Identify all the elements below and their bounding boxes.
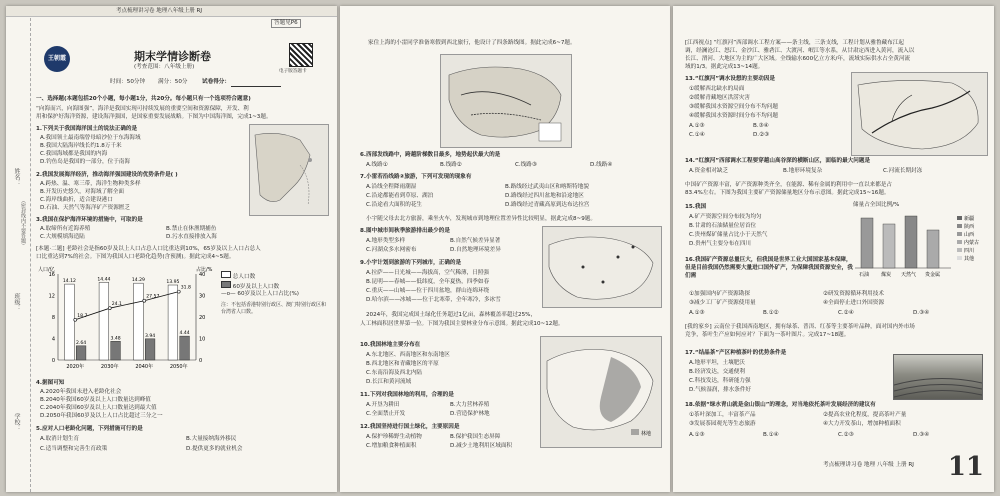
section-heading: 一、选择题(本题包括20个小题，每小题1分，共20分。每小题只有一个选项符合题意) bbox=[36, 96, 251, 102]
q7-option-c[interactable]: C.沿途都能看到草原、湖泊 bbox=[366, 193, 434, 199]
legend-item: 四川 bbox=[964, 248, 975, 254]
intro-river: 长江、渭河、大地区为主的广大区域。全线输水600亿立方米/年，流域实际供水占全黄河流 bbox=[685, 56, 911, 62]
q5-option-d[interactable]: D.提供更多的就业机会 bbox=[186, 446, 243, 452]
q2-option-b[interactable]: B.开发历史悠久，对海域了解全面 bbox=[40, 189, 124, 195]
q15-option-a[interactable]: A.矿产资源空间分布较为均匀 bbox=[689, 214, 762, 220]
q13-option-c[interactable]: C.①④ bbox=[689, 132, 705, 138]
q6-option-a[interactable]: A.线路① bbox=[366, 162, 388, 168]
label-elder: 3.48 bbox=[110, 336, 121, 342]
cat-label: 天然气 bbox=[901, 272, 917, 278]
y-tick-left: 0 bbox=[51, 358, 55, 364]
q12-option-b[interactable]: B.保护我国生态屏障 bbox=[450, 434, 501, 440]
q4-option-b[interactable]: B.2040年我国60岁及以上人口数量达到峰值 bbox=[40, 397, 151, 403]
intro-route: 家住上海的小雷同学准备寒假到西北旅行，他设计了四条路线图。据此完成6~7题。 bbox=[368, 40, 576, 46]
q7-option-f[interactable]: D.路线经过青藏高原到达布达拉宫 bbox=[505, 202, 590, 208]
q8-option-c[interactable]: C.河湖众多水网密布 bbox=[366, 247, 417, 253]
q4-option-a[interactable]: A.2020年我国未进入老龄化社会 bbox=[40, 389, 122, 395]
y-tick-right: 0 bbox=[199, 358, 203, 364]
q6-option-c[interactable]: C.线路③ bbox=[515, 162, 537, 168]
q13-option-d[interactable]: D.②③ bbox=[753, 132, 770, 138]
mineral-chart bbox=[851, 210, 989, 280]
mineral-chart-title: 储量占全国比例/% bbox=[853, 202, 900, 208]
label-elder: 3.94 bbox=[144, 333, 156, 339]
material-line: 口比重达到7%的社会。下图为我国人口老龄化趋势(含预测)。据此完成4~5题。 bbox=[36, 254, 235, 260]
q17-stem: 17.“结晶茶”产区种植茶叶的优势条件是 bbox=[685, 350, 787, 356]
q15-option-c[interactable]: C.贵州煤矿储量占比小于天然气 bbox=[689, 232, 768, 238]
category-label: 2050年 bbox=[169, 364, 188, 370]
q9-option-b[interactable]: B.昆明——春城——低纬度，全年夏热，四季如春 bbox=[366, 279, 490, 285]
qr-code[interactable] bbox=[289, 43, 313, 67]
legend-elder bbox=[221, 281, 331, 291]
score-blank[interactable] bbox=[231, 86, 281, 87]
page-number: 11 bbox=[947, 452, 984, 482]
q8-stem: 8.图中城市间秋季旅游排出最少的是 bbox=[360, 228, 450, 234]
q8-option-a[interactable]: A.地形类型多样 bbox=[366, 238, 406, 244]
q18-option-a[interactable]: A.①③ bbox=[689, 432, 705, 438]
q10-option-a[interactable]: A.东北地区、西南地区和东南地区 bbox=[366, 352, 450, 358]
q16-option-c[interactable]: C.②④ bbox=[838, 310, 854, 316]
y-tick-left: 16 bbox=[48, 272, 55, 278]
q3-option-c[interactable]: C.大规模填海造陆 bbox=[40, 234, 85, 240]
page-header bbox=[6, 6, 337, 17]
legend-item: 新疆 bbox=[964, 216, 975, 222]
q18-option-b[interactable]: B.①④ bbox=[763, 432, 779, 438]
q7-option-e[interactable]: C.沿途看大面积的花生 bbox=[366, 202, 423, 208]
q11-option-b[interactable]: B.大力营林养殖 bbox=[450, 402, 490, 408]
answer-tag: 答题见P6 bbox=[271, 19, 301, 28]
bar-coal bbox=[883, 224, 895, 268]
q16-item-4: ④全面停止进口外国资源 bbox=[823, 300, 884, 306]
q16-item-3: ③减少工厂矿产资源使用量 bbox=[689, 300, 756, 306]
label-total: 14.12 bbox=[62, 279, 76, 285]
material-line: [本题·二题] 老龄社会是指60岁及以上人口占总人口比重达到10%，65岁及以上人口占总人 bbox=[36, 246, 261, 252]
legend-total-label: 总人口数 bbox=[232, 274, 256, 280]
q14-option-c[interactable]: C.河流长期封冻 bbox=[883, 168, 923, 174]
y-tick-left: 4 bbox=[51, 336, 55, 343]
q3-option-d[interactable]: D.污水直接排放入海 bbox=[166, 234, 217, 240]
tea-plantation-photo bbox=[893, 354, 983, 400]
q1-option-a[interactable]: A.我国领土最南端曾母暗沙位于东海海域 bbox=[40, 135, 141, 141]
q6-option-b[interactable]: B.线路② bbox=[440, 162, 462, 168]
exam-scope: (考查范围：八年级上册) bbox=[134, 64, 195, 70]
q13-option-a[interactable]: A.①③ bbox=[689, 123, 705, 129]
bar-elder bbox=[76, 346, 86, 360]
q1-option-d[interactable]: D.钓鱼岛是我国的一部分，位于南海 bbox=[40, 159, 130, 165]
seal-note: （密封线内不要答题） bbox=[20, 198, 26, 248]
chart-legend bbox=[221, 271, 331, 315]
q9-option-c[interactable]: C.重庆——山城——位于四川盆地，群山连绵环绕 bbox=[366, 288, 490, 294]
y-axis-label-right: 占比/% bbox=[196, 267, 213, 273]
name-label: 姓名： bbox=[13, 168, 20, 186]
y-tick-right: 20 bbox=[199, 315, 206, 321]
bar-metal bbox=[927, 230, 939, 268]
q8-option-b[interactable]: B.自然气候差异显著 bbox=[450, 238, 501, 244]
q15-stem: 15.我国 bbox=[685, 204, 707, 210]
category-label: 2020年 bbox=[66, 364, 85, 370]
q10-option-b[interactable]: B.西北地区和青藏地区的平原 bbox=[366, 361, 439, 367]
time-limit: 时间：50分钟 bbox=[110, 79, 146, 85]
q3-stem: 3.我国在保护海洋环境的措施中，可取的是 bbox=[36, 217, 143, 223]
q18-option-d[interactable]: D.③④ bbox=[913, 432, 930, 438]
q16-item-1: ①加强国内矿产资源勘探 bbox=[689, 291, 750, 297]
q4-option-c[interactable]: C.2040年我国60岁及以上人口数量达到最大值 bbox=[40, 405, 157, 411]
intro-minerals: 83.4%左右。下图为我国主要矿产资源储量地区分布示意图。据此完成15~16题。 bbox=[685, 190, 890, 196]
y-tick-left: 8 bbox=[51, 315, 55, 321]
legend-item: 山西 bbox=[964, 232, 975, 238]
red-flag-river-map bbox=[851, 72, 988, 156]
page-left bbox=[6, 6, 337, 492]
bar-gas bbox=[905, 216, 917, 268]
q9-stem: 9.小宇计划到旅游的下列城市，正确的是 bbox=[360, 260, 462, 266]
q2-stem: 2.我国发展海洋经济，推动海洋强国建设的优势条件是( ) bbox=[36, 172, 178, 178]
q13-item-4: ④缓解我国水资源时间分布不均问题 bbox=[689, 113, 778, 119]
q1-stem: 1.下列关于我国海洋国土的说法正确的是 bbox=[36, 126, 138, 132]
qr-caption: 电子版答题卡 bbox=[279, 69, 307, 74]
y-tick-right: 10 bbox=[199, 336, 206, 343]
q7-option-a[interactable]: A.沿线全程降雨潮湿 bbox=[366, 184, 417, 190]
q5-option-a[interactable]: A.取消计划生育 bbox=[40, 436, 80, 442]
q17-option-b[interactable]: B.经济发达，交通便利 bbox=[689, 369, 745, 375]
intro-forest: 人工林面积居世界第一位。下图为我国主要林业分布示意图。据此完成10~12题。 bbox=[360, 321, 564, 327]
river-map-drawing bbox=[852, 73, 987, 155]
forest-map-drawing bbox=[541, 337, 661, 447]
q9-option-d[interactable]: D.哈尔滨——冰城——位于北寒带，全年寒冷，多冰雪 bbox=[366, 297, 501, 303]
legend-total bbox=[221, 271, 331, 281]
page-right bbox=[673, 6, 994, 492]
ratio-label: 24.1 bbox=[111, 302, 122, 308]
binding-margin bbox=[6, 18, 31, 492]
q18-item-1: ①茶叶深加工，丰富茶产品 bbox=[689, 412, 756, 418]
legend-item: 内蒙古 bbox=[964, 240, 980, 246]
q12-option-a[interactable]: A.保护珍稀野生动植物 bbox=[366, 434, 422, 440]
header-text: 考点梳理讲习卷 地理八年级上册 RJ bbox=[116, 8, 202, 14]
q18-option-c[interactable]: C.②③ bbox=[838, 432, 854, 438]
label-total: 14.44 bbox=[97, 277, 111, 283]
q11-option-a[interactable]: A.开垦为耕田 bbox=[366, 402, 400, 408]
q16-stem: 16.我国矿产资源总量巨大，但我国是世界工业大国国家基本保障，但是目前我国仍然需要大量进口国外矿产，为保障我国资源安全，我们需 bbox=[685, 257, 853, 279]
q13-item-2: ②缓解青藏地区洪涝灾害 bbox=[689, 95, 750, 101]
q14-option-b[interactable]: B.地形环境复杂 bbox=[783, 168, 823, 174]
bar-total bbox=[168, 285, 178, 360]
q6-stem: 6.西部发线路中，跨越阶梯数目最多，地势起伏最大的是 bbox=[360, 152, 501, 158]
chart-note: 注：不包括香港特别行政区、澳门特别行政区和台湾省人口数。 bbox=[221, 302, 327, 315]
page-title: 期末学情诊断卷 bbox=[134, 50, 211, 63]
cat-label: 石油 bbox=[859, 272, 870, 278]
bar-elder bbox=[145, 339, 155, 360]
q16-option-a[interactable]: A.①③ bbox=[689, 310, 705, 316]
q17-option-a[interactable]: A.地形平坦，土壤肥沃 bbox=[689, 360, 745, 366]
score-label: 试卷得分： bbox=[202, 79, 230, 85]
intro-line: 用和保护好海洋资源，建设海洋强国，是国家重要发展战略。下图为中国海洋图，完成1~3题。 bbox=[36, 114, 272, 120]
q16-option-b[interactable]: B.①② bbox=[763, 310, 779, 316]
ratio-label: 18.7 bbox=[77, 313, 88, 319]
intro-tea: [我的家乡] 云南位于我国西南地区，拥有绿茶、普洱、红茶等主要茶叶品种，面对国内外市场 bbox=[685, 324, 915, 330]
q11-stem: 11.下列对我国林地的利用，合理的是 bbox=[360, 392, 454, 398]
publisher-logo: 王朝霞 bbox=[44, 46, 70, 72]
intro-minerals: 中国矿产资源丰富，矿产资源种类齐全，在能源、稀有金属的利用中一直以来都是占 bbox=[685, 182, 892, 188]
intro-river: 域的1/3。据此完成13~14题。 bbox=[685, 64, 764, 70]
route-map-drawing bbox=[441, 55, 571, 147]
ratio-label: 27.57 bbox=[146, 294, 160, 300]
mineral-legend bbox=[957, 215, 979, 262]
intro-travel: 小宇随父母去北方旅游，乘坐火车，发现城市到地理位置差异性比较明显，据此完成8~9题。 bbox=[366, 216, 596, 222]
intro-forest: 2024年，我国完成国土绿化任务超过1亿亩，森林覆盖率超过25%， bbox=[366, 312, 537, 318]
legend-elder-label: 60岁及以上人口数 bbox=[232, 284, 280, 290]
q2-option-d[interactable]: D.石油、天然气等海洋矿产资源匮乏 bbox=[40, 205, 130, 211]
q16-option-d[interactable]: D.③④ bbox=[913, 310, 930, 316]
page-footer: 考点梳理讲习卷 地理 八年级 上册 RJ bbox=[823, 462, 914, 468]
intro-river: [江西视点] “红旗河”西部调水工程方案——条主线，三条支线，工程计划从雅鲁藏布江起 bbox=[685, 40, 904, 46]
q17-option-c[interactable]: C.科技发达，科研能力强 bbox=[689, 378, 751, 384]
population-chart bbox=[36, 264, 216, 376]
q1-option-b[interactable]: B.我国大陆海岸线长约1.8万千米 bbox=[40, 143, 122, 149]
label-total: 13.95 bbox=[166, 280, 180, 286]
intro-river: 调，经澜沧江、怒江、金沙江、雅砻江、大渡河、岷江等水系，从甘肃定西进入黄河，流入以 bbox=[685, 48, 915, 54]
q13-stem: 13.“红旗河”调水设想的主要动因是 bbox=[685, 76, 775, 82]
q18-item-2: ②提高农业化程度，提高茶叶产量 bbox=[823, 412, 907, 418]
q18-item-4: ④大力开发茶山，增加种植面积 bbox=[823, 421, 901, 427]
intro-line: “向海而兴，向海图强”，海洋是我国实现可持续发展的重要空间和资源保障，开发、利 bbox=[36, 106, 249, 112]
q18-stem: 18.依据“绿水青山就是金山银山”的理念，对当地依托茶叶发展经济的建议有 bbox=[685, 402, 876, 408]
q14-option-a[interactable]: A.资金相对缺乏 bbox=[689, 168, 729, 174]
q10-stem: 10.我国林地主要分布在 bbox=[360, 342, 421, 348]
page-middle bbox=[340, 6, 670, 492]
category-label: 2040年 bbox=[135, 364, 154, 370]
q10-option-c[interactable]: C.东南沿海及西北内陆 bbox=[366, 370, 423, 376]
q11-option-c[interactable]: C.全面禁止开发 bbox=[366, 411, 406, 417]
city-map-drawing bbox=[543, 227, 661, 307]
label-elder: 2.64 bbox=[75, 340, 87, 346]
q1-option-c[interactable]: C.我国海域都是我国的内海 bbox=[40, 151, 108, 157]
y-tick-right: 30 bbox=[199, 293, 206, 300]
q13-item-3: ③缓解我国水资源空间分布不均问题 bbox=[689, 104, 778, 110]
q12-option-c[interactable]: C.增加粮食种植面积 bbox=[366, 443, 417, 449]
q7-option-b[interactable]: B.路线经过武夷山区和喀斯特地貌 bbox=[505, 184, 589, 190]
q2-option-a[interactable]: A.跨热、温、寒三带，海洋生物种类多样 bbox=[40, 181, 141, 187]
label-elder: 4.44 bbox=[179, 331, 190, 337]
q4-option-d[interactable]: D.2050年我国60岁及以上人口占比超过三分之一 bbox=[40, 413, 163, 419]
forest-map bbox=[540, 336, 662, 448]
route-map bbox=[440, 54, 572, 148]
y-tick-left: 12 bbox=[48, 293, 55, 300]
cat-label: 贵金属 bbox=[925, 272, 941, 278]
q3-option-a[interactable]: A.取缔所有近海养殖 bbox=[40, 226, 91, 232]
class-label: 班级： bbox=[13, 293, 20, 311]
q5-stem: 5.应对人口老龄化问题，下列措施可行的是 bbox=[36, 426, 143, 432]
bar-elder bbox=[111, 341, 121, 360]
q13-option-b[interactable]: B.③④ bbox=[753, 123, 769, 129]
bar-oil bbox=[861, 218, 873, 268]
q16-item-2: ②研发资源循环利用技术 bbox=[823, 291, 884, 297]
bar-total bbox=[99, 282, 109, 360]
bar-elder bbox=[180, 336, 190, 360]
bar-total bbox=[134, 283, 144, 360]
cat-label: 煤炭 bbox=[881, 272, 892, 278]
sea-map-drawing bbox=[250, 125, 328, 215]
q14-stem: 14.“红旗河”西部调水工程要穿越山高谷深的横断山区，面临的最大问题是 bbox=[685, 158, 871, 164]
school-label: 学校： bbox=[13, 413, 20, 431]
intro-tea: 竞争，茶叶生产应如何应对？下面为一茶叶图片。完成17~18题。 bbox=[685, 332, 850, 338]
y-axis-label-left: 人口/亿 bbox=[38, 267, 55, 273]
q6-option-d[interactable]: D.线路④ bbox=[590, 162, 613, 168]
legend-ratio-label: 60岁及以上人口占比(%) bbox=[237, 291, 299, 297]
q18-item-3: ③发展茶园观光等生态旅游 bbox=[689, 421, 756, 427]
q4-stem: 4.据图可知 bbox=[36, 380, 65, 386]
q7-option-d[interactable]: D.路线经过四川盆地和沿途地区 bbox=[505, 193, 584, 199]
q15-option-b[interactable]: B.甘肃的石油储量位居首位 bbox=[689, 223, 757, 229]
ratio-line bbox=[75, 292, 179, 320]
q5-option-c[interactable]: C.适当调整和完善生育政策 bbox=[40, 446, 108, 452]
q12-option-d[interactable]: D.减少土地利用区域面积 bbox=[450, 443, 513, 449]
label-total: 14.29 bbox=[131, 278, 145, 284]
q15-option-d[interactable]: D.贵州气主要分布在四川 bbox=[689, 241, 752, 247]
legend-item: 其他 bbox=[964, 256, 975, 262]
q5-option-b[interactable]: B.大量接纳海外移民 bbox=[186, 436, 237, 442]
forest-legend: 林地 bbox=[641, 431, 652, 437]
y-tick-right: 40 bbox=[199, 272, 206, 278]
q7-stem: 7.小雷若沿线路②旅游，下列可发现的现象有 bbox=[360, 174, 472, 180]
q17-option-d[interactable]: D.气候湿润，排水条件好 bbox=[689, 387, 752, 393]
q10-option-d[interactable]: D.长江和黄河流域 bbox=[366, 379, 412, 385]
q9-option-a[interactable]: A.拉萨——日光城——海拔高，空气稀薄，日照强 bbox=[366, 270, 489, 276]
tea-rows-icon bbox=[894, 355, 982, 399]
category-label: 2030年 bbox=[100, 364, 119, 370]
q2-option-c[interactable]: C.海岸线曲折，适合建设港口 bbox=[40, 197, 113, 203]
q12-stem: 12.我国坚持进行国土绿化，主要原因是 bbox=[360, 424, 460, 430]
ratio-label: 31.8 bbox=[180, 285, 191, 291]
full-score: 满分：50分 bbox=[158, 79, 188, 85]
city-map bbox=[542, 226, 662, 308]
china-sea-map bbox=[249, 124, 329, 216]
q8-option-d[interactable]: D.自然地理环境差异 bbox=[450, 247, 501, 253]
legend-ratio: —o— 60岁及以上人口占比(%) bbox=[221, 291, 299, 297]
q11-option-d[interactable]: D.营造保护林地 bbox=[450, 411, 490, 417]
bar-total bbox=[65, 284, 75, 360]
legend-item: 陕西 bbox=[964, 224, 975, 230]
q13-item-1: ①缓解西北缺水的局面 bbox=[689, 86, 745, 92]
q3-option-b[interactable]: B.禁止在休渔期捕鱼 bbox=[166, 226, 217, 232]
